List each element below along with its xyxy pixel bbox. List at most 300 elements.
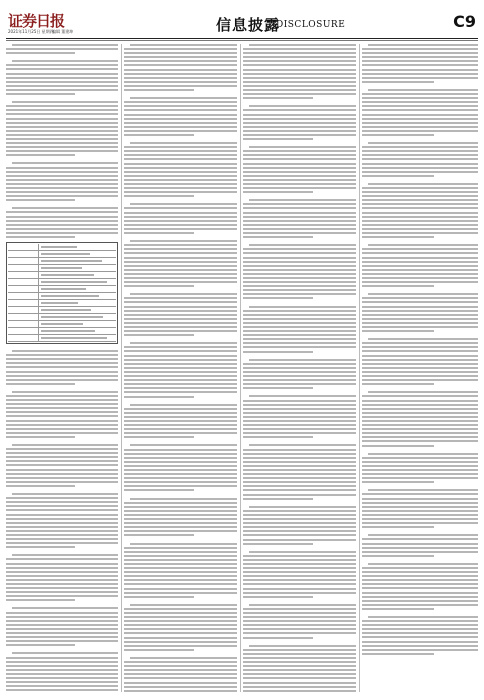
text-line [243, 232, 356, 234]
text-line [243, 375, 356, 377]
text-line [6, 93, 75, 95]
text-line [243, 637, 313, 639]
text-line [124, 661, 237, 663]
text-line [124, 485, 237, 487]
text-line [243, 469, 356, 471]
text-line [6, 583, 118, 585]
text-line [362, 481, 434, 483]
text-line [130, 404, 237, 406]
text-line [124, 146, 237, 148]
text-line [243, 318, 356, 320]
text-line [362, 93, 478, 95]
text-line [6, 354, 118, 356]
text-line [243, 620, 356, 622]
text-line [243, 351, 313, 353]
text-line [362, 522, 478, 524]
text-line [6, 232, 118, 234]
text-line [243, 167, 356, 169]
text-line [124, 522, 237, 524]
text-line [6, 599, 75, 601]
text-line [124, 596, 194, 598]
text-line [362, 404, 478, 406]
text-line [6, 538, 118, 540]
text-line [6, 122, 118, 124]
text-line [124, 624, 237, 626]
text-line [124, 265, 237, 267]
text-line [124, 326, 237, 328]
text-line [6, 509, 118, 511]
text-line [124, 575, 237, 577]
text-line [362, 371, 478, 373]
text-line [12, 44, 118, 46]
text-line [124, 432, 237, 434]
text-line [6, 179, 118, 181]
text-line [124, 645, 237, 647]
text-line [249, 105, 356, 107]
text-line [243, 616, 356, 618]
text-line [6, 579, 118, 581]
column-divider [121, 44, 122, 692]
text-line [124, 150, 237, 152]
text-line [124, 567, 237, 569]
text-line [249, 359, 356, 361]
text-line [362, 318, 478, 320]
text-line [362, 97, 478, 99]
text-line [6, 228, 118, 230]
text-line [124, 461, 237, 463]
text-line [362, 473, 478, 475]
text-line [362, 628, 478, 630]
text-line [6, 530, 118, 532]
text-line [6, 371, 118, 373]
text-line [368, 453, 478, 455]
text-line [124, 334, 194, 336]
text-line [362, 350, 478, 352]
text-line [124, 154, 237, 156]
text-line [124, 114, 237, 116]
text-line [6, 522, 118, 524]
text-line [243, 677, 356, 679]
text-line [362, 228, 478, 230]
text-line [362, 109, 478, 111]
text-line [124, 677, 237, 679]
text-line [124, 322, 237, 324]
text-line [124, 436, 194, 438]
text-line [243, 657, 356, 659]
text-line [249, 244, 356, 246]
text-line [6, 464, 118, 466]
text-line [6, 460, 118, 462]
text-line [362, 604, 478, 606]
text-line [6, 481, 118, 483]
text-line [124, 375, 237, 377]
text-line [124, 122, 237, 124]
text-line [124, 248, 237, 250]
text-line [362, 187, 478, 189]
editor-credit: 编辑 董建坤 [52, 29, 74, 34]
text-line [124, 355, 237, 357]
text-line [124, 314, 237, 316]
text-line [6, 134, 118, 136]
text-line [362, 346, 478, 348]
text-line [124, 665, 237, 667]
text-line [6, 171, 118, 173]
text-line [243, 514, 356, 516]
text-line [362, 154, 478, 156]
text-line [243, 494, 356, 496]
text-line [362, 326, 478, 328]
text-line [243, 555, 356, 557]
text-line [243, 628, 356, 630]
text-line [362, 158, 478, 160]
text-line [243, 567, 356, 569]
text-line [6, 366, 118, 368]
text-line [243, 588, 356, 590]
text-line [124, 628, 237, 630]
text-line [243, 322, 356, 324]
table-row [8, 272, 116, 279]
text-line [243, 191, 313, 193]
text-line [362, 363, 478, 365]
table-row [8, 307, 116, 314]
issue-date: 2021年11月25日 星期四 [8, 29, 54, 34]
text-line [243, 400, 356, 402]
text-line [124, 420, 237, 422]
text-line [362, 342, 478, 344]
text-line [362, 583, 478, 585]
text-line [243, 363, 356, 365]
text-line [362, 359, 478, 361]
text-line [124, 555, 237, 557]
text-line [243, 543, 313, 545]
text-line [243, 207, 356, 209]
text-column-4 [362, 44, 478, 692]
text-line [243, 109, 356, 111]
text-line [124, 649, 194, 651]
text-line [6, 138, 118, 140]
text-line [362, 506, 478, 508]
text-line [362, 608, 434, 610]
text-line [243, 248, 356, 250]
text-line [243, 653, 356, 655]
text-line [6, 420, 118, 422]
text-line [124, 297, 237, 299]
text-line [362, 493, 478, 495]
text-line [124, 391, 237, 393]
text-line [243, 498, 313, 500]
text-line [6, 448, 118, 450]
table-row [8, 321, 116, 328]
text-line [124, 449, 237, 451]
text-line [368, 244, 478, 246]
text-line [6, 428, 118, 430]
text-line [124, 183, 237, 185]
text-line [124, 559, 237, 561]
text-line [362, 56, 478, 58]
text-line [362, 653, 434, 655]
text-line [124, 489, 194, 491]
text-line [362, 64, 478, 66]
table-row [8, 328, 116, 335]
text-line [124, 207, 237, 209]
text-line [124, 363, 237, 365]
text-line [368, 293, 478, 295]
text-line [6, 558, 118, 560]
text-line [362, 395, 478, 397]
text-line [362, 203, 478, 205]
text-line [243, 69, 356, 71]
text-line [6, 154, 75, 156]
text-line [362, 375, 478, 377]
text-line [362, 248, 478, 250]
text-line [124, 89, 194, 91]
text-line [362, 355, 478, 357]
text-line [243, 330, 356, 332]
text-column-1 [6, 44, 118, 692]
table-row [8, 300, 116, 307]
text-line [243, 342, 356, 344]
table-row [8, 258, 116, 265]
text-line [124, 52, 237, 54]
text-line [362, 322, 478, 324]
table-row [8, 335, 116, 342]
text-line [6, 571, 118, 573]
text-line [243, 489, 356, 491]
text-line [243, 85, 356, 87]
text-line [243, 571, 356, 573]
text-line [243, 171, 356, 173]
text-line [362, 114, 478, 116]
text-line [124, 244, 237, 246]
text-line [124, 130, 237, 132]
text-line [124, 187, 237, 189]
text-line [243, 265, 356, 267]
text-line [362, 105, 478, 107]
text-line [124, 85, 237, 87]
text-line [362, 285, 434, 287]
text-line [362, 416, 478, 418]
text-line [6, 689, 118, 691]
text-line [243, 314, 356, 316]
text-line [249, 395, 356, 397]
text-line [124, 191, 237, 193]
text-line [6, 624, 118, 626]
text-line [6, 452, 118, 454]
text-line [362, 310, 478, 312]
text-line [6, 640, 118, 642]
text-line [6, 167, 118, 169]
text-line [6, 432, 118, 434]
text-line [6, 199, 75, 201]
text-line [124, 367, 237, 369]
text-line [243, 387, 313, 389]
text-line [124, 60, 237, 62]
text-line [243, 93, 356, 95]
text-line [362, 273, 478, 275]
text-line [124, 224, 237, 226]
text-line [362, 150, 478, 152]
text-line [243, 81, 356, 83]
text-line [6, 669, 118, 671]
text-line [243, 612, 356, 614]
text-line [6, 632, 118, 634]
text-line [124, 105, 237, 107]
text-column-2 [124, 44, 237, 692]
text-line [6, 358, 118, 360]
text-line [124, 612, 237, 614]
text-line [130, 657, 237, 659]
text-line [6, 501, 118, 503]
text-line [362, 379, 478, 381]
text-line [6, 644, 75, 646]
text-line [6, 534, 118, 536]
text-line [362, 269, 478, 271]
text-line [362, 543, 478, 545]
text-line [6, 195, 118, 197]
text-line [362, 592, 478, 594]
text-line [124, 547, 237, 549]
text-line [243, 420, 356, 422]
text-line [362, 498, 478, 500]
text-line [124, 330, 237, 332]
text-line [362, 126, 478, 128]
text-line [362, 457, 478, 459]
text-line [243, 212, 356, 214]
text-line [243, 52, 356, 54]
text-line [243, 48, 356, 50]
text-line [362, 265, 478, 267]
table-row [8, 279, 116, 286]
text-line [368, 183, 478, 185]
header-rule [6, 38, 478, 39]
text-line [124, 126, 237, 128]
text-line [243, 453, 356, 455]
text-line [368, 338, 478, 340]
text-line [243, 114, 356, 116]
text-line [362, 649, 478, 651]
text-line [124, 416, 237, 418]
text-line [243, 518, 356, 520]
text-line [124, 220, 237, 222]
text-line [249, 645, 356, 647]
text-line [243, 203, 356, 205]
text-line [6, 146, 118, 148]
header-rule-thin [6, 40, 478, 41]
text-line [362, 436, 478, 438]
text-line [243, 187, 356, 189]
text-line [124, 682, 237, 684]
text-line [362, 383, 434, 385]
text-line [243, 592, 356, 594]
text-line [249, 506, 356, 508]
text-line [362, 191, 478, 193]
text-line [362, 587, 478, 589]
text-line [130, 604, 237, 606]
text-line [362, 163, 478, 165]
text-line [243, 130, 356, 132]
text-line [249, 199, 356, 201]
text-line [243, 371, 356, 373]
text-line [243, 530, 356, 532]
text-line [362, 118, 478, 120]
text-line [12, 350, 118, 352]
text-line [362, 400, 478, 402]
text-line [124, 453, 237, 455]
text-line [124, 81, 237, 83]
text-line [6, 85, 118, 87]
text-line [249, 306, 356, 308]
text-line [6, 183, 118, 185]
text-line [6, 175, 118, 177]
text-line [362, 101, 478, 103]
text-line [124, 252, 237, 254]
text-line [6, 575, 118, 577]
text-line [243, 273, 356, 275]
text-line [243, 661, 356, 663]
text-line [6, 628, 118, 630]
text-line [124, 171, 237, 173]
text-line [243, 510, 356, 512]
text-line [362, 134, 434, 136]
text-line [124, 571, 237, 573]
text-line [362, 575, 478, 577]
text-line [130, 203, 237, 205]
text-line [249, 444, 356, 446]
text-line [243, 118, 356, 120]
text-line [6, 477, 118, 479]
text-line [243, 686, 356, 688]
text-line [362, 212, 478, 214]
text-line [12, 207, 118, 209]
text-line [243, 154, 356, 156]
text-line [243, 158, 356, 160]
text-line [124, 195, 194, 197]
section-title-english: DISCLOSURE [276, 20, 346, 30]
text-line [243, 457, 356, 459]
text-line [12, 60, 118, 62]
text-line [124, 424, 237, 426]
text-line [362, 52, 478, 54]
text-line [362, 620, 478, 622]
text-line [243, 690, 356, 692]
text-line [124, 412, 237, 414]
text-line [243, 126, 356, 128]
text-line [6, 236, 75, 238]
text-line [6, 473, 118, 475]
text-line [124, 56, 237, 58]
text-line [124, 48, 237, 50]
text-line [124, 301, 237, 303]
text-line [362, 567, 478, 569]
text-line [362, 77, 478, 79]
text-line [243, 269, 356, 271]
text-line [362, 632, 478, 634]
text-line [362, 555, 434, 557]
table-row [8, 293, 116, 300]
text-line [124, 526, 237, 528]
text-column-3 [243, 44, 356, 692]
text-line [124, 473, 237, 475]
text-line [362, 551, 478, 553]
text-line [124, 551, 237, 553]
text-line [124, 608, 237, 610]
text-line [249, 146, 356, 148]
text-line [124, 118, 237, 120]
text-line [362, 73, 478, 75]
text-line [362, 518, 478, 520]
text-line [362, 502, 478, 504]
text-line [362, 432, 478, 434]
